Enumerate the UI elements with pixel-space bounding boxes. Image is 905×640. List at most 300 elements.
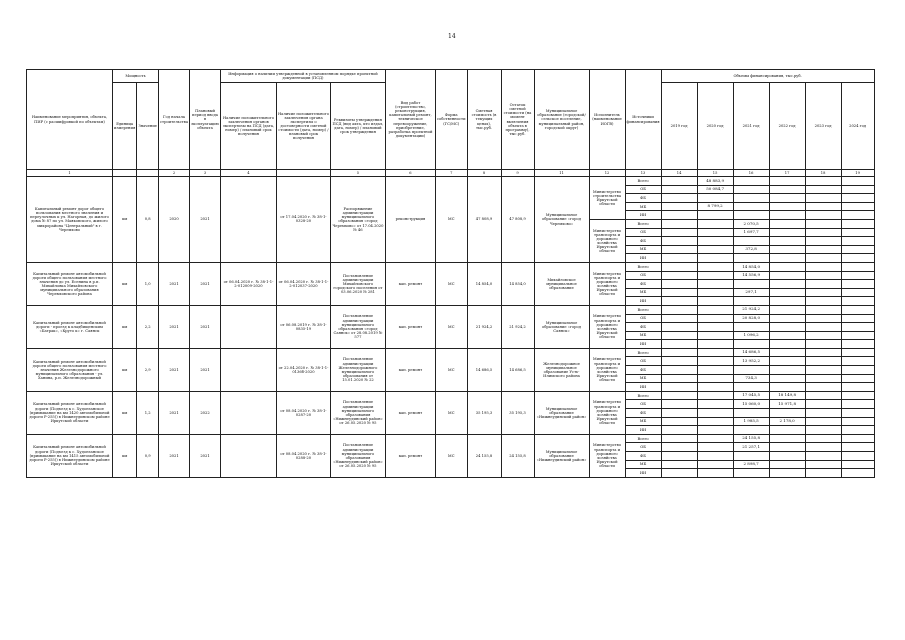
cost-check-conclusion: от 06.04.2020 г. № 38-1-1-2-012037-2020 <box>276 262 330 305</box>
funding-amount-2021: 15 060,0 <box>733 400 769 409</box>
funding-amount-2023 <box>805 219 841 228</box>
funding-amount-2019 <box>661 443 697 452</box>
funding-amount-2024 <box>841 366 874 375</box>
executor: Министерство строительства Иркутской области <box>589 177 625 220</box>
cost-check-conclusion: от 08.04.2020 г. № 38-1-0287-20 <box>276 391 330 434</box>
funding-amount-2023 <box>805 331 841 340</box>
funding-amount-2022 <box>769 452 805 461</box>
funding-amount-2023 <box>805 202 841 211</box>
funding-amount-2019 <box>661 391 697 400</box>
commission-period: 2021 <box>190 262 221 305</box>
work-type: кап. ремонт <box>385 434 435 477</box>
start-year: 2021 <box>158 262 189 305</box>
start-year: 2021 <box>158 391 189 434</box>
funding-amount-2022 <box>769 219 805 228</box>
cost-check-conclusion: от 06.08.2019 г. № 38-1-0835-19 <box>276 305 330 348</box>
expertise-conclusion <box>220 434 276 477</box>
funding-amount-2023 <box>805 383 841 392</box>
funding-amount-2024 <box>841 460 874 469</box>
funding-amount-2022 <box>769 185 805 194</box>
funding-amount-2019 <box>661 348 697 357</box>
funding-amount-2021: 2 898,7 <box>733 460 769 469</box>
capacity-unit: км <box>113 434 137 477</box>
funding-amount-2023 <box>805 469 841 478</box>
funding-amount-2019 <box>661 383 697 392</box>
project-name: Капитальный ремонт автомобильной дороги общего пользования местного значения Железнодорожного муниципального образования - ул. Ханина, р.п. Железнодорожный <box>27 348 113 391</box>
funding-amount-2020 <box>697 194 733 203</box>
funding-source: ИИ <box>625 426 661 435</box>
column-number: 2 <box>158 170 189 177</box>
funding-amount-2022: 2 178,0 <box>769 417 805 426</box>
capacity-unit: км <box>113 305 137 348</box>
funding-source: МБ <box>625 417 661 426</box>
header-row-top <box>27 70 875 83</box>
capacity-value: 0,9 <box>137 434 159 477</box>
funding-amount-2023 <box>805 297 841 306</box>
funding-amount-2020: 8 799,2 <box>697 202 733 211</box>
funding-amount-2022 <box>769 288 805 297</box>
estimate-cost: 14 686,5 <box>467 348 501 391</box>
funding-amount-2021 <box>733 194 769 203</box>
municipality: Муниципальное образование «Нижнеудинский район» <box>534 391 589 434</box>
funding-amount-2023 <box>805 452 841 461</box>
column-number: 17 <box>769 170 805 177</box>
funding-amount-2023 <box>805 314 841 323</box>
funding-amount-2020 <box>697 262 733 271</box>
funding-amount-2023 <box>805 211 841 220</box>
funding-amount-2020 <box>697 400 733 409</box>
funding-source: ОБ <box>625 228 661 237</box>
funding-amount-2021 <box>733 452 769 461</box>
funding-source: Всего <box>625 348 661 357</box>
funding-source: ФБ <box>625 323 661 332</box>
col-year-2020: 2020 год <box>697 83 733 170</box>
funding-amount-2022: 18 149,8 <box>769 391 805 400</box>
estimate-balance: 35 195,3 <box>501 391 534 434</box>
column-number: 1 <box>27 170 113 177</box>
funding-amount-2019 <box>661 194 697 203</box>
funding-amount-2023 <box>805 400 841 409</box>
funding-amount-2022 <box>769 271 805 280</box>
funding-amount-2022 <box>769 194 805 203</box>
funding-source: ОБ <box>625 271 661 280</box>
funding-amount-2019 <box>661 245 697 254</box>
work-type: кап. ремонт <box>385 305 435 348</box>
column-number: 16 <box>733 170 769 177</box>
col-work-type: Вид работ (строительство, реконструкция, капитальный ремонт, техническое перевооружение, приобретение, разработка проектной документации) <box>385 70 435 170</box>
funding-amount-2021: 372,8 <box>733 245 769 254</box>
column-number: 7 <box>435 170 467 177</box>
funding-amount-2021 <box>733 202 769 211</box>
municipality: Железнодорожное муниципальное образование Усть-Илимского района <box>534 348 589 391</box>
expertise-conclusion <box>220 305 276 348</box>
funding-amount-2022 <box>769 434 805 443</box>
col-year-2024: 2024 год <box>841 83 874 170</box>
expertise-conclusion <box>220 177 276 263</box>
funding-amount-2020 <box>697 469 733 478</box>
funding-amount-2024 <box>841 323 874 332</box>
funding-amount-2020 <box>697 348 733 357</box>
funding-amount-2021 <box>733 366 769 375</box>
funding-amount-2020 <box>697 434 733 443</box>
commission-period: 2021 <box>190 348 221 391</box>
funding-amount-2022: 15 971,8 <box>769 400 805 409</box>
funding-amount-2023 <box>805 323 841 332</box>
funding-amount-2023 <box>805 245 841 254</box>
commission-period: 2022 <box>190 391 221 434</box>
funding-source: ФБ <box>625 194 661 203</box>
funding-source: ИИ <box>625 340 661 349</box>
project-name: Капитальный ремонт автомобильной дороги (Подъезд к с. Худоеланское (примыкание на км 1420 автомобильной дороги Р-255)) в Нижнеудинском районе Иркутской области <box>27 391 113 434</box>
capacity-unit: км <box>113 262 137 305</box>
executor: Министерство транспорта и дорожного хозяйства Иркутской области <box>589 219 625 262</box>
project-name: Капитальный ремонт автомобильной дороги - проезд к кладбищенским «Батрак», «Круто к» г. Саянск <box>27 305 113 348</box>
column-number: 6 <box>385 170 435 177</box>
funding-amount-2019 <box>661 305 697 314</box>
ownership-form: МС <box>435 305 467 348</box>
funding-amount-2024 <box>841 426 874 435</box>
funding-amount-2021: 20 828,0 <box>733 314 769 323</box>
table-row <box>27 391 875 400</box>
funding-source: ФБ <box>625 409 661 418</box>
funding-amount-2021 <box>733 409 769 418</box>
column-number: 13 <box>625 170 661 177</box>
funding-source: ФБ <box>625 366 661 375</box>
funding-amount-2019 <box>661 228 697 237</box>
funding-amount-2019 <box>661 219 697 228</box>
col-year-2019: 2019 год <box>661 83 697 170</box>
table-row <box>27 177 875 186</box>
column-number: 15 <box>697 170 733 177</box>
funding-amount-2021: 14 854,0 <box>733 262 769 271</box>
funding-amount-2021 <box>733 426 769 435</box>
project-name: Капитальный ремонт автомобильной дороги общего пользования местного значения до ул. Есенина в р.п. Михайловка Михайловского муниципального образования Черемховского района <box>27 262 113 305</box>
funding-amount-2020 <box>697 271 733 280</box>
capacity-value: 1,0 <box>137 262 159 305</box>
funding-amount-2024 <box>841 305 874 314</box>
column-number: 14 <box>661 170 697 177</box>
municipality: Михайловское муниципальное образование <box>534 262 589 305</box>
funding-amount-2022 <box>769 211 805 220</box>
funding-source: ОБ <box>625 400 661 409</box>
funding-source: Всего <box>625 391 661 400</box>
col-psd-info-group: Информация о наличии утвержденной в установленном порядке проектной документации (ПСД) <box>220 70 385 83</box>
funding-amount-2022 <box>769 228 805 237</box>
column-number: 19 <box>841 170 874 177</box>
funding-amount-2022 <box>769 460 805 469</box>
funding-amount-2020 <box>697 383 733 392</box>
funding-amount-2019 <box>661 340 697 349</box>
funding-amount-2020 <box>697 245 733 254</box>
funding-amount-2020 <box>697 417 733 426</box>
funding-source: ФБ <box>625 237 661 246</box>
funding-amount-2024 <box>841 443 874 452</box>
funding-amount-2020: 50 084,7 <box>697 185 733 194</box>
funding-amount-2019 <box>661 177 697 186</box>
cost-check-conclusion: от 22.04.2020 г. № 38-1-1-0136б-2020 <box>276 348 330 391</box>
executor: Министерство транспорта и дорожного хозяйства Иркутской области <box>589 262 625 305</box>
estimate-balance: 14 686,5 <box>501 348 534 391</box>
funding-amount-2021 <box>733 323 769 332</box>
project-name: Капитальный ремонт дорог общего пользования местного значения и переулочных к ул. Нагорная, до жилого дома № 87 по ул. Маяковского, жилого микрорайона "Центральный" в г. Черемхово <box>27 177 113 263</box>
funding-amount-2021: 1 697,7 <box>733 228 769 237</box>
col-estimate: Сметная стоимость (в текущих ценах), тыс.руб. <box>467 70 501 170</box>
column-number <box>276 170 330 177</box>
funding-amount-2020 <box>697 443 733 452</box>
funding-amount-2024 <box>841 409 874 418</box>
funding-amount-2020 <box>697 314 733 323</box>
psd-approval: Постановление администрации муниципального образования «Нижнеудинский район» от 26.05.2020 № 95 <box>330 434 385 477</box>
funding-amount-2019 <box>661 323 697 332</box>
funding-amount-2019 <box>661 374 697 383</box>
funding-amount-2019 <box>661 434 697 443</box>
funding-amount-2024 <box>841 452 874 461</box>
funding-amount-2021 <box>733 383 769 392</box>
funding-amount-2024 <box>841 245 874 254</box>
funding-amount-2024 <box>841 237 874 246</box>
funding-amount-2022 <box>769 366 805 375</box>
psd-approval: Постановление администрации Железнодорожного муниципального образования от 15.01.2020 № 22 <box>330 348 385 391</box>
start-year: 2021 <box>158 434 189 477</box>
funding-amount-2024 <box>841 202 874 211</box>
work-type: кап. ремонт <box>385 262 435 305</box>
funding-amount-2024 <box>841 400 874 409</box>
funding-amount-2023 <box>805 460 841 469</box>
estimate-cost: 47 808,9 <box>467 177 501 263</box>
psd-approval: Распоряжение администрации муниципального образования «город Черемхово» от 17.04.2020 № 46 <box>330 177 385 263</box>
funding-amount-2020 <box>697 409 733 418</box>
funding-amount-2024 <box>841 254 874 263</box>
col-object-name: Наименование мероприятия, объекта, ПИР (с расшифровкой по объектам) <box>27 70 113 170</box>
funding-amount-2024 <box>841 340 874 349</box>
funding-source: ОБ <box>625 357 661 366</box>
funding-amount-2024 <box>841 185 874 194</box>
estimate-cost: 24 155,8 <box>467 434 501 477</box>
executor: Министерство транспорта и дорожного хозяйства Иркутской области <box>589 434 625 477</box>
estimate-cost: 14 854,0 <box>467 262 501 305</box>
funding-amount-2024 <box>841 391 874 400</box>
executor: Министерство транспорта и дорожного хозяйства Иркутской области <box>589 391 625 434</box>
funding-amount-2020 <box>697 297 733 306</box>
funding-amount-2021 <box>733 185 769 194</box>
funding-amount-2020 <box>697 323 733 332</box>
estimate-balance: 24 155,8 <box>501 434 534 477</box>
funding-amount-2019 <box>661 400 697 409</box>
funding-amount-2023 <box>805 280 841 289</box>
funding-amount-2022 <box>769 245 805 254</box>
funding-amount-2022 <box>769 409 805 418</box>
funding-source: МБ <box>625 288 661 297</box>
funding-amount-2024 <box>841 262 874 271</box>
funding-amount-2022 <box>769 357 805 366</box>
work-type: кап. ремонт <box>385 348 435 391</box>
funding-source: ОБ <box>625 185 661 194</box>
funding-amount-2022 <box>769 280 805 289</box>
funding-amount-2024 <box>841 297 874 306</box>
capacity-value: 2,2 <box>137 305 159 348</box>
funding-amount-2019 <box>661 237 697 246</box>
funding-amount-2019 <box>661 460 697 469</box>
funding-amount-2021: 14 686,5 <box>733 348 769 357</box>
ownership-form: МС <box>435 262 467 305</box>
col-year-2021: 2021 год <box>733 83 769 170</box>
funding-amount-2024 <box>841 374 874 383</box>
funding-amount-2022 <box>769 340 805 349</box>
col-balance: Остаток сметной стоимости (на момент включения объекта в программу), тыс.руб. <box>501 70 534 170</box>
commission-period: 2021 <box>190 305 221 348</box>
funding-amount-2023 <box>805 434 841 443</box>
estimate-cost: 21 924,2 <box>467 305 501 348</box>
col-executor: Исполнитель (наименование ИОГВ) <box>589 70 625 170</box>
funding-amount-2021 <box>733 280 769 289</box>
funding-source: Всего <box>625 219 661 228</box>
funding-amount-2024 <box>841 331 874 340</box>
funding-amount-2023 <box>805 177 841 186</box>
funding-amount-2020 <box>697 340 733 349</box>
ownership-form: МС <box>435 391 467 434</box>
column-number: 4 <box>220 170 276 177</box>
funding-amount-2021: 1 096,2 <box>733 331 769 340</box>
funding-amount-2021 <box>733 177 769 186</box>
funding-source: ФБ <box>625 280 661 289</box>
commission-period: 2021 <box>190 177 221 263</box>
table-row <box>27 305 875 314</box>
column-number: 5 <box>330 170 385 177</box>
funding-amount-2024 <box>841 383 874 392</box>
col-unit: Единица измерения <box>113 83 137 170</box>
funding-amount-2022 <box>769 374 805 383</box>
funding-amount-2024 <box>841 177 874 186</box>
capacity-unit: км <box>113 177 137 263</box>
funding-amount-2022 <box>769 237 805 246</box>
funding-amount-2020 <box>697 460 733 469</box>
funding-amount-2023 <box>805 417 841 426</box>
funding-amount-2022 <box>769 314 805 323</box>
column-number: 3 <box>190 170 221 177</box>
funding-source: Всего <box>625 262 661 271</box>
col-cost-check: Наличие положительного заключения органа экспертизы о достоверности сметной стоимости (дата, номер) / плановый срок получения <box>276 83 330 170</box>
funding-source: Всего <box>625 305 661 314</box>
funding-amount-2019 <box>661 297 697 306</box>
funding-amount-2022 <box>769 202 805 211</box>
funding-amount-2023 <box>805 185 841 194</box>
funding-amount-2020 <box>697 288 733 297</box>
col-approval: Реквизиты утверждения ПСД (вид акта, кто издал, дата, номер) / плановый срок утверждения <box>330 83 385 170</box>
municipality: Муниципальное образование «город Саянск» <box>534 305 589 348</box>
funding-amount-2024 <box>841 194 874 203</box>
funding-amount-2023 <box>805 374 841 383</box>
ownership-form: МС <box>435 177 467 263</box>
funding-amount-2019 <box>661 262 697 271</box>
funding-amount-2021: 734,3 <box>733 374 769 383</box>
funding-amount-2024 <box>841 280 874 289</box>
funding-amount-2020 <box>697 357 733 366</box>
funding-amount-2024 <box>841 228 874 237</box>
page-number: 14 <box>448 33 456 40</box>
funding-source: МБ <box>625 331 661 340</box>
funding-amount-2020 <box>697 280 733 289</box>
capacity-unit: км <box>113 391 137 434</box>
funding-source: Всего <box>625 434 661 443</box>
column-number: 9 <box>501 170 534 177</box>
funding-amount-2022 <box>769 331 805 340</box>
funding-amount-2021 <box>733 340 769 349</box>
funding-amount-2023 <box>805 443 841 452</box>
funding-source: ИИ <box>625 383 661 392</box>
funding-amount-2021: 13 952,2 <box>733 357 769 366</box>
funding-source: МБ <box>625 202 661 211</box>
table-row <box>27 348 875 357</box>
ownership-form: МС <box>435 434 467 477</box>
funding-amount-2024 <box>841 271 874 280</box>
funding-amount-2023 <box>805 391 841 400</box>
funding-source: ИИ <box>625 469 661 478</box>
funding-amount-2024 <box>841 211 874 220</box>
funding-amount-2023 <box>805 262 841 271</box>
funding-amount-2020 <box>697 366 733 375</box>
psd-approval: Постановление администрации муниципального образования «город Саянск» от 28.08.2019 № 577 <box>330 305 385 348</box>
funding-amount-2019 <box>661 288 697 297</box>
expertise-conclusion: от 06.04.2020 г. № 38-1-1-2-012009-2020 <box>220 262 276 305</box>
funding-source: ОБ <box>625 314 661 323</box>
funding-source: МБ <box>625 374 661 383</box>
funding-amount-2022 <box>769 323 805 332</box>
funding-amount-2020 <box>697 452 733 461</box>
funding-amount-2024 <box>841 219 874 228</box>
funding-amount-2023 <box>805 228 841 237</box>
funding-amount-2019 <box>661 185 697 194</box>
funding-amount-2020: 48 883,9 <box>697 177 733 186</box>
funding-amount-2019 <box>661 426 697 435</box>
funding-amount-2021 <box>733 297 769 306</box>
estimate-balance: 21 924,2 <box>501 305 534 348</box>
funding-amount-2023 <box>805 305 841 314</box>
column-number <box>137 170 159 177</box>
funding-amount-2022 <box>769 254 805 263</box>
funding-amount-2020 <box>697 219 733 228</box>
funding-amount-2023 <box>805 409 841 418</box>
funding-amount-2022 <box>769 426 805 435</box>
funding-amount-2022 <box>769 348 805 357</box>
capacity-value: 2,9 <box>137 348 159 391</box>
funding-amount-2019 <box>661 254 697 263</box>
funding-amount-2020 <box>697 211 733 220</box>
col-sources: Источники финансирования <box>625 70 661 170</box>
col-capacity-group: Мощность <box>113 70 159 83</box>
commission-period: 2021 <box>190 434 221 477</box>
funding-amount-2019 <box>661 202 697 211</box>
funding-amount-2023 <box>805 348 841 357</box>
column-number: 12 <box>589 170 625 177</box>
funding-amount-2020 <box>697 305 733 314</box>
funding-amount-2019 <box>661 280 697 289</box>
funding-amount-2022 <box>769 383 805 392</box>
funding-amount-2022 <box>769 177 805 186</box>
funding-amount-2023 <box>805 288 841 297</box>
cost-check-conclusion: от 08.04.2020 г. № 38-1-0288-20 <box>276 434 330 477</box>
column-number: 8 <box>467 170 501 177</box>
funding-amount-2022 <box>769 443 805 452</box>
funding-amount-2019 <box>661 331 697 340</box>
psd-approval: Постановление администрации муниципального образования «Нижнеудинский район» от 26.05.2020 № 95 <box>330 391 385 434</box>
funding-amount-2021 <box>733 211 769 220</box>
funding-amount-2020 <box>697 331 733 340</box>
funding-amount-2020 <box>697 391 733 400</box>
funding-amount-2020 <box>697 374 733 383</box>
estimate-cost: 35 195,3 <box>467 391 501 434</box>
funding-amount-2021: 24 155,8 <box>733 434 769 443</box>
expertise-conclusion <box>220 391 276 434</box>
